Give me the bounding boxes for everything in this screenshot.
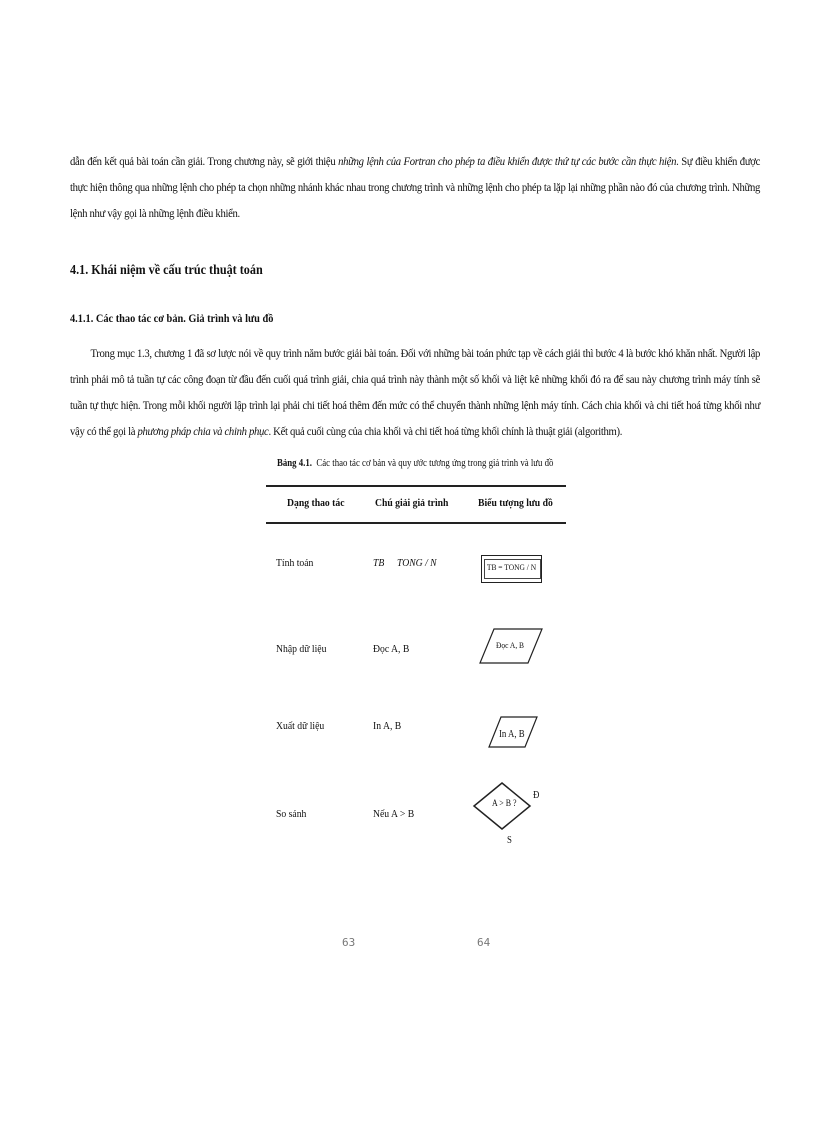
row-compute-pseudo-a: TB <box>373 557 385 569</box>
body-text-b: . Kết quả cuối cùng của chia khối và chi tiết hoá từng khối chính là thuật giải (algorithm). <box>268 426 623 438</box>
body-paragraph <box>70 341 760 445</box>
intro-text-italic: những lệnh của Fortran cho phép ta điều khiển được thứ tự các bước cần thực hiện <box>338 156 677 168</box>
row-compare-pseudo: Nếu A > B <box>373 808 415 820</box>
table-caption <box>277 458 553 469</box>
row-output-op: Xuất dữ liệu <box>276 720 325 732</box>
row-input-op: Nhập dữ liệu <box>276 643 327 655</box>
row-input-pseudo: Đọc A, B <box>373 643 410 655</box>
intro-text-b: . Sự điều khiển được thực hiện thông qua những lệnh cho phép ta chọn những nhánh khác nhau trong chương trình và những lệnh cho phép ta lặp lại những phần nào đó của chương trình. Những lệnh như vậy gọi là những lệnh điều khiển. <box>70 156 761 220</box>
intro-text-a: dẫn đến kết quả bài toán cần giải. Trong chương này, sẽ giới thiệu <box>70 156 339 168</box>
output-symbol-label: In A, B <box>499 729 525 740</box>
row-compute-op: Tính toán <box>276 557 314 569</box>
row-output-pseudo: In A, B <box>373 720 402 732</box>
page-number-left: 63 <box>342 936 356 949</box>
table-header-rule <box>266 522 566 524</box>
process-box-symbol <box>481 555 542 583</box>
table-caption-label: Bảng 4.1. <box>277 458 312 469</box>
header-flowchart-symbol: Biểu tượng lưu đồ <box>478 497 553 509</box>
row-compute-pseudo-b: TONG / N <box>397 557 437 569</box>
decision-symbol-label: A > B ? <box>492 798 517 808</box>
page-number-right: 64 <box>477 936 491 949</box>
row-compare-op: So sánh <box>276 808 307 820</box>
decision-yes-label: Đ <box>533 790 540 801</box>
input-symbol-label: Đọc A, B <box>496 640 525 650</box>
body-text-italic: phương pháp chia và chinh phục <box>137 426 269 438</box>
header-pseudocode: Chú giải giả trình <box>375 497 449 509</box>
table-top-rule <box>266 485 566 487</box>
body-text-a: Trong mục 1.3, chương 1 đã sơ lược nói về quy trình năm bước giải bài toán. Đối với những bài toán phức tạp về cách giải thì bước 4 là bước khó khăn nhất. Người lập trình phải mô tả tuần tự các công đoạn từ đầu đến cuối quá trình giải, chia quá trình này thành một số khối và liệt kê những khối đó ra để sau này chương trình máy tính sẽ tuần tự thực hiện. Trong mỗi khối người lập trình lại phải chi tiết hoá thêm đến mức có thể chuyển thành những lệnh máy tính. Cách chia khối và chi tiết hoá từng khối như vậy có thể gọi là <box>70 348 761 438</box>
process-box-label: TB = TONG / N <box>486 562 537 572</box>
table-caption-text: Các thao tác cơ bản và quy ước tương ứng trong giả trình và lưu đồ <box>316 458 554 469</box>
subsection-heading: 4.1.1. Các thao tác cơ bản. Giả trình và lưu đồ <box>70 313 274 325</box>
header-operation: Dạng thao tác <box>287 497 345 509</box>
intro-paragraph <box>70 149 760 227</box>
section-heading: 4.1. Khái niệm về cấu trúc thuật toán <box>70 262 263 277</box>
decision-no-label: S <box>507 835 512 846</box>
